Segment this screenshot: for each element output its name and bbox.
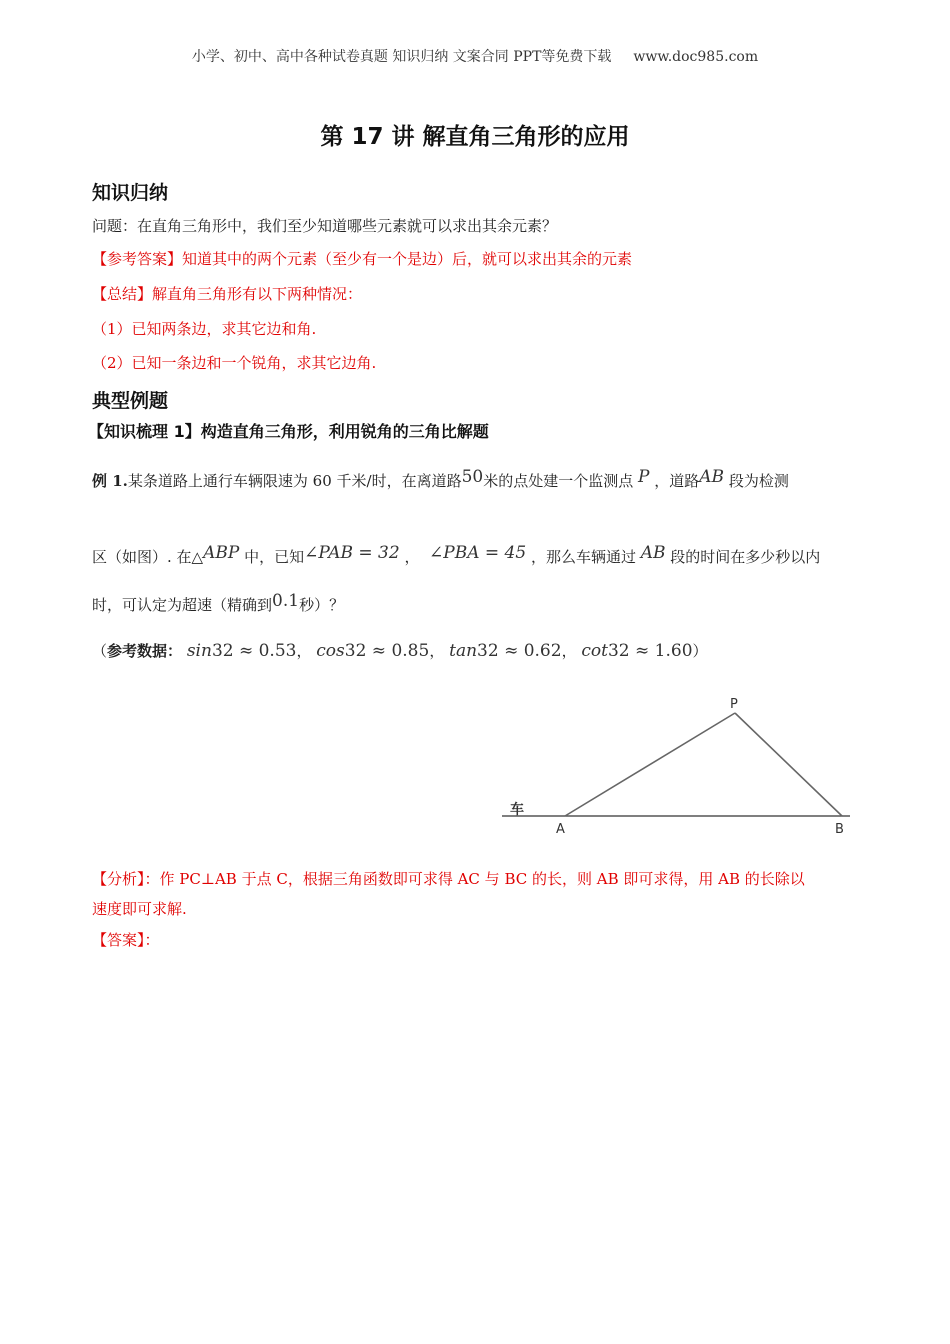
summary-tag: 【总结】 bbox=[92, 285, 153, 303]
example-text: 段的时间在多少秒以内 bbox=[670, 548, 821, 566]
analysis-tag: 【分析】： bbox=[92, 870, 160, 888]
segment-PB bbox=[735, 713, 842, 816]
math-ABP: ABP bbox=[203, 543, 240, 563]
ref-sep: ， bbox=[561, 642, 577, 660]
header-text: 小学、初中、高中各种试卷真题 知识归纳 文案合同 PPT等免费下载 bbox=[191, 49, 612, 65]
math-AB-2: AB bbox=[640, 543, 666, 563]
analysis-line-2: 速度即可求解. bbox=[92, 900, 187, 918]
label-car: 车 bbox=[510, 802, 524, 818]
analysis-block bbox=[92, 864, 862, 924]
segment-AP bbox=[565, 713, 735, 816]
header-site[interactable]: www.doc985.com bbox=[633, 49, 759, 65]
ref-sep: ， bbox=[429, 642, 445, 660]
example-1-line-3 bbox=[92, 590, 862, 620]
ref-sep: ， bbox=[296, 642, 312, 660]
example-text: ，那么车辆通过 bbox=[530, 548, 636, 566]
example-label: 例 1. bbox=[92, 472, 128, 490]
math-AB: AB bbox=[699, 467, 725, 487]
question-line: 问题：在直角三角形中，我们至少知道哪些元素就可以求出其余元素？ bbox=[92, 217, 558, 235]
section-knowledge-heading: 知识归纳 bbox=[92, 182, 169, 204]
label-P: P bbox=[730, 697, 738, 712]
reference-answer-tag: 【参考答案】 bbox=[92, 250, 183, 268]
page-title: 第 17 讲 解直角三角形的应用 bbox=[320, 124, 630, 150]
label-A: A bbox=[556, 822, 565, 837]
sin-fn: sin bbox=[186, 641, 212, 661]
example-text: 某条道路上通行车辆限速为 60 千米/时，在离道路 bbox=[127, 472, 462, 490]
example-text: 时，可认定为超速（精确到 bbox=[92, 596, 273, 614]
analysis-line-1 bbox=[92, 864, 862, 894]
example-text: 段为检测 bbox=[728, 472, 789, 490]
cot-value: 32 ≈ 1.60 bbox=[607, 641, 693, 661]
ref-data-label: 参考数据： bbox=[107, 642, 183, 660]
math-50: 50 bbox=[461, 467, 484, 487]
summary-text: 解直角三角形有以下两种情况： bbox=[152, 285, 363, 303]
sin-value: 32 ≈ 0.53 bbox=[211, 641, 297, 661]
example-1-line-1 bbox=[92, 466, 862, 496]
cot-fn: cot bbox=[581, 641, 608, 661]
math-P: P bbox=[638, 467, 650, 487]
reference-data-line bbox=[92, 636, 862, 666]
cos-value: 32 ≈ 0.85 bbox=[344, 641, 430, 661]
summary-line bbox=[92, 283, 362, 304]
analysis-text-1: 作 PC⊥AB 于点 C，根据三角函数即可求得 AC 与 BC 的长，则 AB 即可求得，用 AB 的长除以 bbox=[159, 870, 805, 888]
case-2-line: （2）已知一条边和一个锐角，求其它边角. bbox=[92, 354, 377, 372]
math-0-1: 0.1 bbox=[272, 591, 300, 611]
case-1-line: （1）已知两条边，求其它边和角. bbox=[92, 320, 317, 338]
example-text: 秒）？ bbox=[299, 596, 345, 614]
knowledge-sort-heading: 【知识梳理 1】构造直角三角形，利用锐角的三角比解题 bbox=[88, 422, 489, 441]
example-text: ， bbox=[404, 548, 420, 566]
tan-fn: tan bbox=[449, 641, 478, 661]
example-text: 中，已知 bbox=[244, 548, 305, 566]
example-text: ，道路 bbox=[654, 472, 700, 490]
ref-data-close: ） bbox=[692, 642, 708, 660]
example-text: 米的点处建一个监测点 bbox=[483, 472, 634, 490]
reference-answer-line bbox=[92, 248, 632, 269]
math-angle-PBA: ∠PBA = 45 bbox=[429, 543, 527, 563]
answer-tag: 【答案】： bbox=[92, 931, 160, 949]
page-header bbox=[0, 46, 950, 66]
ref-data-open: （ bbox=[92, 642, 108, 660]
cos-fn: cos bbox=[316, 641, 345, 661]
reference-answer-text: 知道其中的两个元素（至少有一个是边）后，就可以求出其余的元素 bbox=[182, 250, 633, 268]
tan-value: 32 ≈ 0.62 bbox=[477, 641, 562, 661]
section-examples-heading: 典型例题 bbox=[92, 390, 169, 412]
triangle-figure bbox=[490, 690, 870, 840]
example-1-line-2 bbox=[92, 542, 862, 572]
math-angle-PAB: ∠PAB = 32 bbox=[304, 543, 400, 563]
example-text: 区（如图）. 在△ bbox=[92, 548, 204, 566]
label-B: B bbox=[835, 822, 844, 837]
